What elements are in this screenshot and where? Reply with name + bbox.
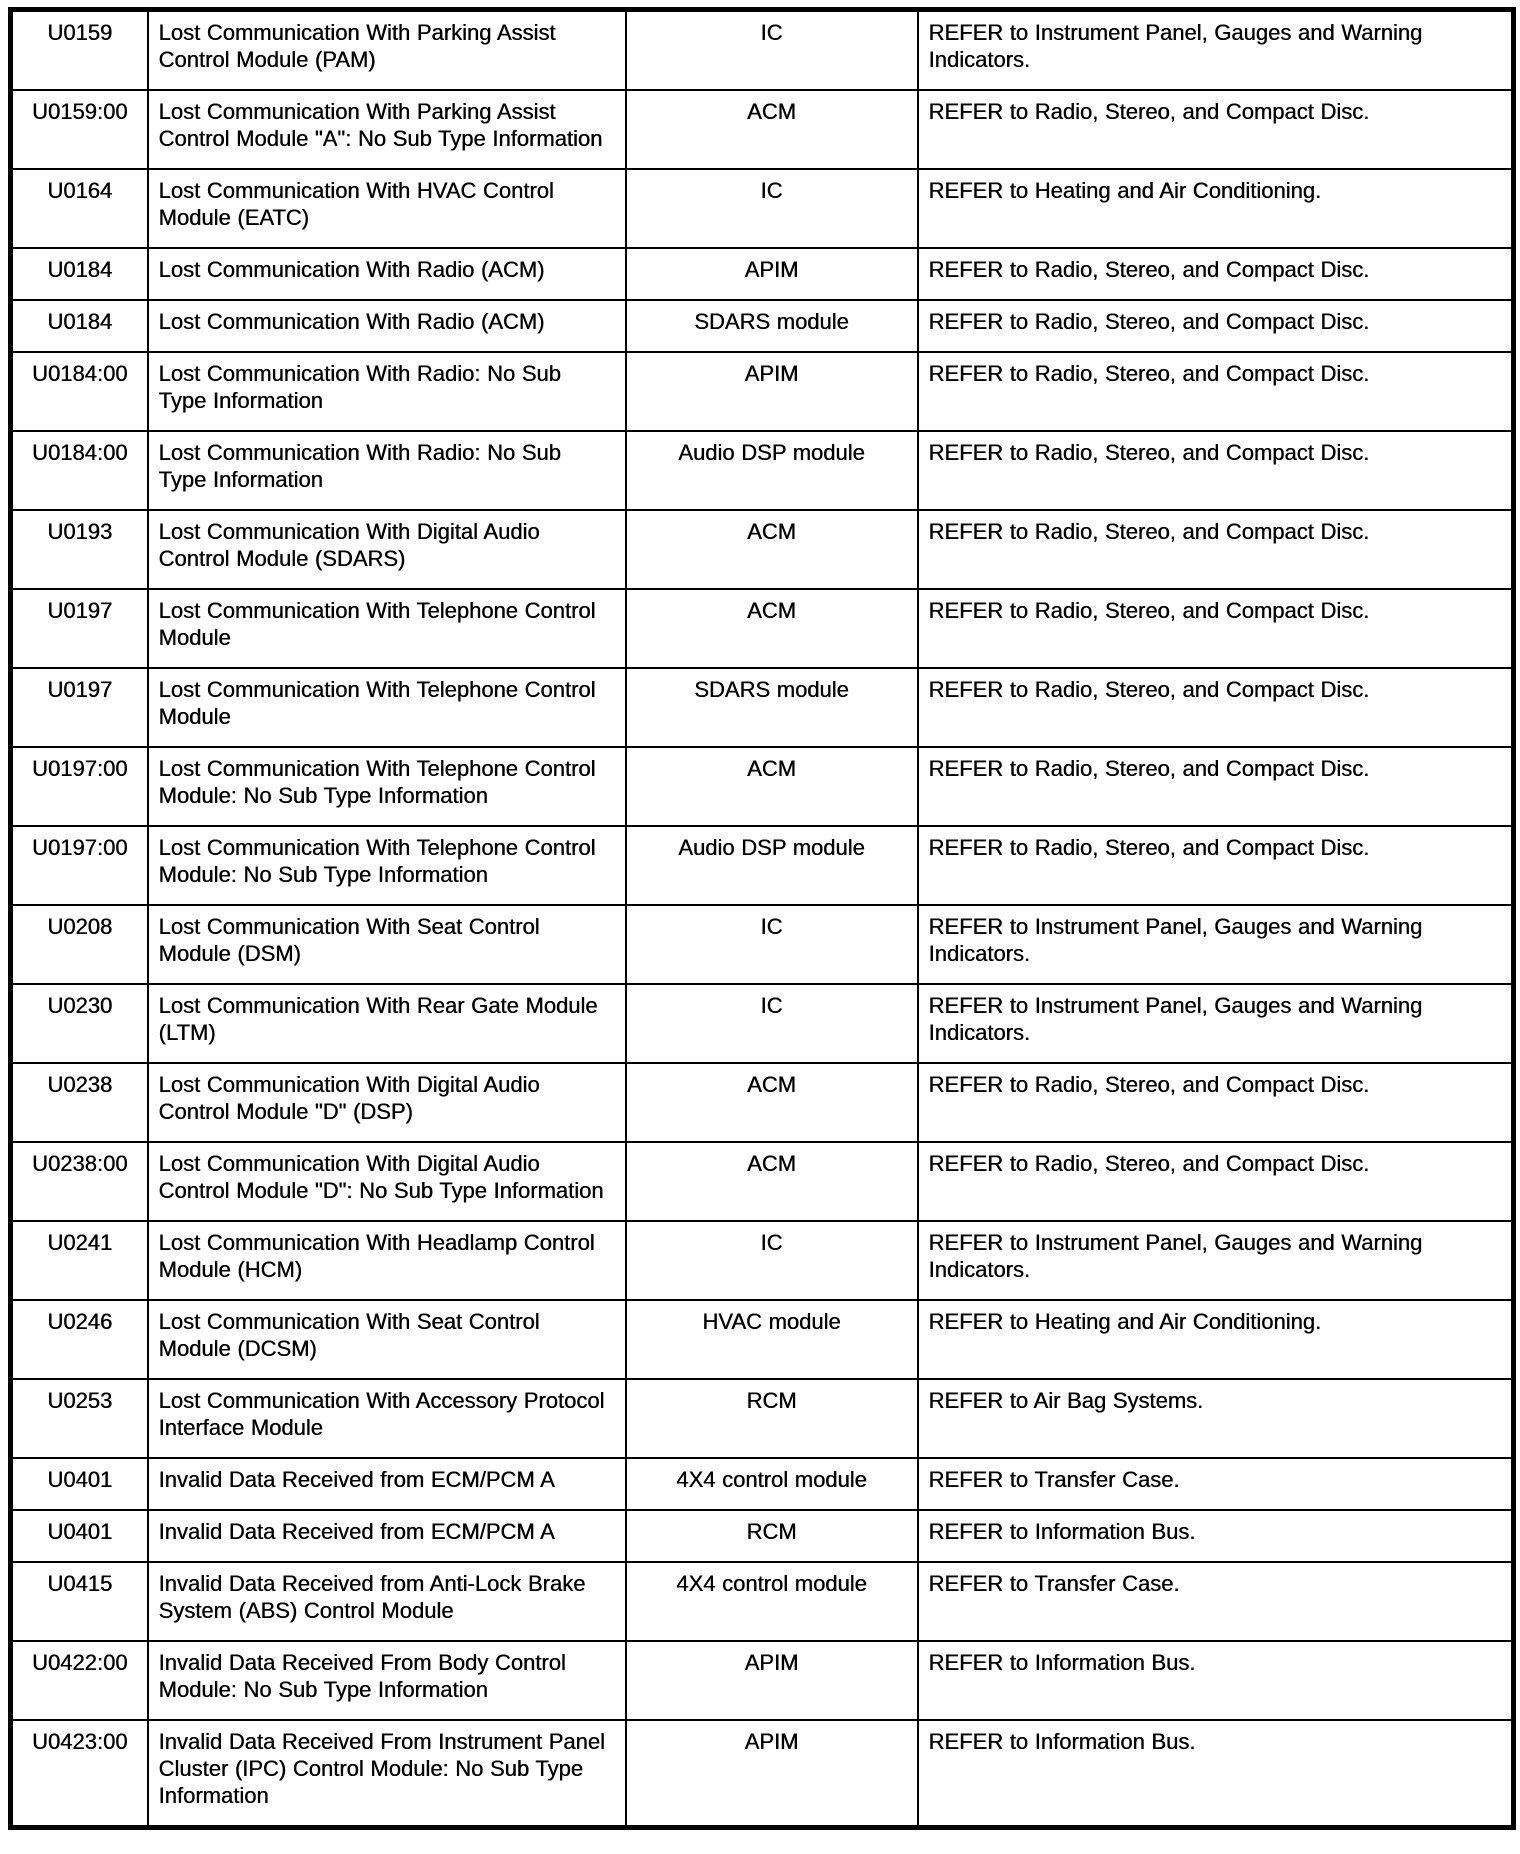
action-cell: REFER to Information Bus. — [918, 1510, 1514, 1562]
dtc-description-cell: Lost Communication With Telephone Control Module — [148, 589, 626, 668]
dtc-code-cell: U0253 — [11, 1379, 148, 1458]
action-cell: REFER to Radio, Stereo, and Compact Disc. — [918, 431, 1514, 510]
dtc-description-cell: Invalid Data Received from Anti-Lock Brake System (ABS) Control Module — [148, 1562, 626, 1641]
table-row — [11, 1221, 1514, 1300]
module-cell: 4X4 control module — [626, 1458, 918, 1510]
table-row — [11, 1300, 1514, 1379]
table-row — [11, 300, 1514, 352]
module-cell: Audio DSP module — [626, 826, 918, 905]
module-cell: IC — [626, 984, 918, 1063]
dtc-description-cell: Lost Communication With Digital Audio Control Module (SDARS) — [148, 510, 626, 589]
action-cell: REFER to Instrument Panel, Gauges and Warning Indicators. — [918, 905, 1514, 984]
dtc-code-cell: U0193 — [11, 510, 148, 589]
module-cell: APIM — [626, 248, 918, 300]
dtc-description-cell: Lost Communication With Radio: No Sub Type Information — [148, 352, 626, 431]
dtc-index-table — [8, 7, 1516, 1830]
action-cell: REFER to Instrument Panel, Gauges and Warning Indicators. — [918, 984, 1514, 1063]
action-cell: REFER to Heating and Air Conditioning. — [918, 1300, 1514, 1379]
action-cell: REFER to Transfer Case. — [918, 1458, 1514, 1510]
dtc-code-cell: U0238 — [11, 1063, 148, 1142]
action-cell: REFER to Radio, Stereo, and Compact Disc. — [918, 510, 1514, 589]
dtc-table-body — [11, 10, 1514, 1828]
action-cell: REFER to Radio, Stereo, and Compact Disc. — [918, 1063, 1514, 1142]
module-cell: ACM — [626, 1142, 918, 1221]
module-cell: SDARS module — [626, 300, 918, 352]
dtc-code-cell: U0241 — [11, 1221, 148, 1300]
table-row — [11, 1720, 1514, 1828]
table-row — [11, 510, 1514, 589]
action-cell: REFER to Radio, Stereo, and Compact Disc. — [918, 826, 1514, 905]
module-cell: ACM — [626, 90, 918, 169]
action-cell: REFER to Radio, Stereo, and Compact Disc. — [918, 668, 1514, 747]
action-cell: REFER to Radio, Stereo, and Compact Disc. — [918, 90, 1514, 169]
dtc-description-cell: Lost Communication With Radio (ACM) — [148, 248, 626, 300]
action-cell: REFER to Radio, Stereo, and Compact Disc. — [918, 589, 1514, 668]
module-cell: APIM — [626, 352, 918, 431]
dtc-code-cell: U0197:00 — [11, 826, 148, 905]
dtc-description-cell: Lost Communication With Rear Gate Module (LTM) — [148, 984, 626, 1063]
action-cell: REFER to Air Bag Systems. — [918, 1379, 1514, 1458]
dtc-code-cell: U0159:00 — [11, 90, 148, 169]
table-row — [11, 984, 1514, 1063]
table-row — [11, 1379, 1514, 1458]
module-cell: IC — [626, 905, 918, 984]
table-row — [11, 431, 1514, 510]
table-row — [11, 1641, 1514, 1720]
module-cell: IC — [626, 10, 918, 91]
action-cell: REFER to Information Bus. — [918, 1720, 1514, 1828]
dtc-description-cell: Invalid Data Received from ECM/PCM A — [148, 1510, 626, 1562]
dtc-code-cell: U0197 — [11, 589, 148, 668]
table-row — [11, 826, 1514, 905]
dtc-description-cell: Lost Communication With Radio (ACM) — [148, 300, 626, 352]
module-cell: IC — [626, 1221, 918, 1300]
dtc-code-cell: U0230 — [11, 984, 148, 1063]
table-row — [11, 1510, 1514, 1562]
dtc-description-cell: Lost Communication With Radio: No Sub Type Information — [148, 431, 626, 510]
action-cell: REFER to Radio, Stereo, and Compact Disc. — [918, 352, 1514, 431]
dtc-code-cell: U0184 — [11, 248, 148, 300]
action-cell: REFER to Information Bus. — [918, 1641, 1514, 1720]
dtc-description-cell: Lost Communication With Parking Assist Control Module "A": No Sub Type Information — [148, 90, 626, 169]
module-cell: HVAC module — [626, 1300, 918, 1379]
dtc-description-cell: Lost Communication With Digital Audio Control Module "D": No Sub Type Information — [148, 1142, 626, 1221]
dtc-code-cell: U0164 — [11, 169, 148, 248]
table-row — [11, 90, 1514, 169]
dtc-code-cell: U0401 — [11, 1458, 148, 1510]
dtc-description-cell: Invalid Data Received From Instrument Panel Cluster (IPC) Control Module: No Sub Type Information — [148, 1720, 626, 1828]
dtc-code-cell: U0184 — [11, 300, 148, 352]
action-cell: REFER to Radio, Stereo, and Compact Disc. — [918, 747, 1514, 826]
table-row — [11, 589, 1514, 668]
table-row — [11, 10, 1514, 91]
action-cell: REFER to Radio, Stereo, and Compact Disc. — [918, 300, 1514, 352]
table-row — [11, 1562, 1514, 1641]
module-cell: RCM — [626, 1379, 918, 1458]
dtc-code-cell: U0159 — [11, 10, 148, 91]
table-row — [11, 169, 1514, 248]
table-row — [11, 1063, 1514, 1142]
dtc-code-cell: U0184:00 — [11, 352, 148, 431]
action-cell: REFER to Instrument Panel, Gauges and Warning Indicators. — [918, 10, 1514, 91]
dtc-code-cell: U0246 — [11, 1300, 148, 1379]
module-cell: Audio DSP module — [626, 431, 918, 510]
dtc-description-cell: Lost Communication With Telephone Control Module — [148, 668, 626, 747]
dtc-code-cell: U0238:00 — [11, 1142, 148, 1221]
dtc-code-cell: U0197:00 — [11, 747, 148, 826]
action-cell: REFER to Instrument Panel, Gauges and Warning Indicators. — [918, 1221, 1514, 1300]
dtc-description-cell: Lost Communication With Parking Assist Control Module (PAM) — [148, 10, 626, 91]
table-row — [11, 1142, 1514, 1221]
action-cell: REFER to Transfer Case. — [918, 1562, 1514, 1641]
module-cell: ACM — [626, 589, 918, 668]
table-row — [11, 352, 1514, 431]
table-row — [11, 905, 1514, 984]
dtc-code-cell: U0184:00 — [11, 431, 148, 510]
dtc-description-cell: Lost Communication With Seat Control Module (DSM) — [148, 905, 626, 984]
dtc-description-cell: Lost Communication With Seat Control Module (DCSM) — [148, 1300, 626, 1379]
dtc-code-cell: U0423:00 — [11, 1720, 148, 1828]
module-cell: SDARS module — [626, 668, 918, 747]
module-cell: 4X4 control module — [626, 1562, 918, 1641]
module-cell: ACM — [626, 510, 918, 589]
module-cell: ACM — [626, 1063, 918, 1142]
module-cell: APIM — [626, 1641, 918, 1720]
dtc-code-cell: U0415 — [11, 1562, 148, 1641]
dtc-code-cell: U0401 — [11, 1510, 148, 1562]
dtc-description-cell: Invalid Data Received From Body Control Module: No Sub Type Information — [148, 1641, 626, 1720]
table-row — [11, 747, 1514, 826]
dtc-code-cell: U0197 — [11, 668, 148, 747]
table-row — [11, 668, 1514, 747]
dtc-description-cell: Invalid Data Received from ECM/PCM A — [148, 1458, 626, 1510]
dtc-code-cell: U0422:00 — [11, 1641, 148, 1720]
action-cell: REFER to Heating and Air Conditioning. — [918, 169, 1514, 248]
dtc-description-cell: Lost Communication With HVAC Control Module (EATC) — [148, 169, 626, 248]
module-cell: IC — [626, 169, 918, 248]
action-cell: REFER to Radio, Stereo, and Compact Disc. — [918, 248, 1514, 300]
dtc-description-cell: Lost Communication With Headlamp Control Module (HCM) — [148, 1221, 626, 1300]
dtc-description-cell: Lost Communication With Accessory Protocol Interface Module — [148, 1379, 626, 1458]
module-cell: ACM — [626, 747, 918, 826]
dtc-description-cell: Lost Communication With Telephone Control Module: No Sub Type Information — [148, 826, 626, 905]
module-cell: RCM — [626, 1510, 918, 1562]
dtc-description-cell: Lost Communication With Digital Audio Control Module "D" (DSP) — [148, 1063, 626, 1142]
dtc-code-cell: U0208 — [11, 905, 148, 984]
table-row — [11, 248, 1514, 300]
module-cell: APIM — [626, 1720, 918, 1828]
table-row — [11, 1458, 1514, 1510]
dtc-description-cell: Lost Communication With Telephone Control Module: No Sub Type Information — [148, 747, 626, 826]
action-cell: REFER to Radio, Stereo, and Compact Disc. — [918, 1142, 1514, 1221]
